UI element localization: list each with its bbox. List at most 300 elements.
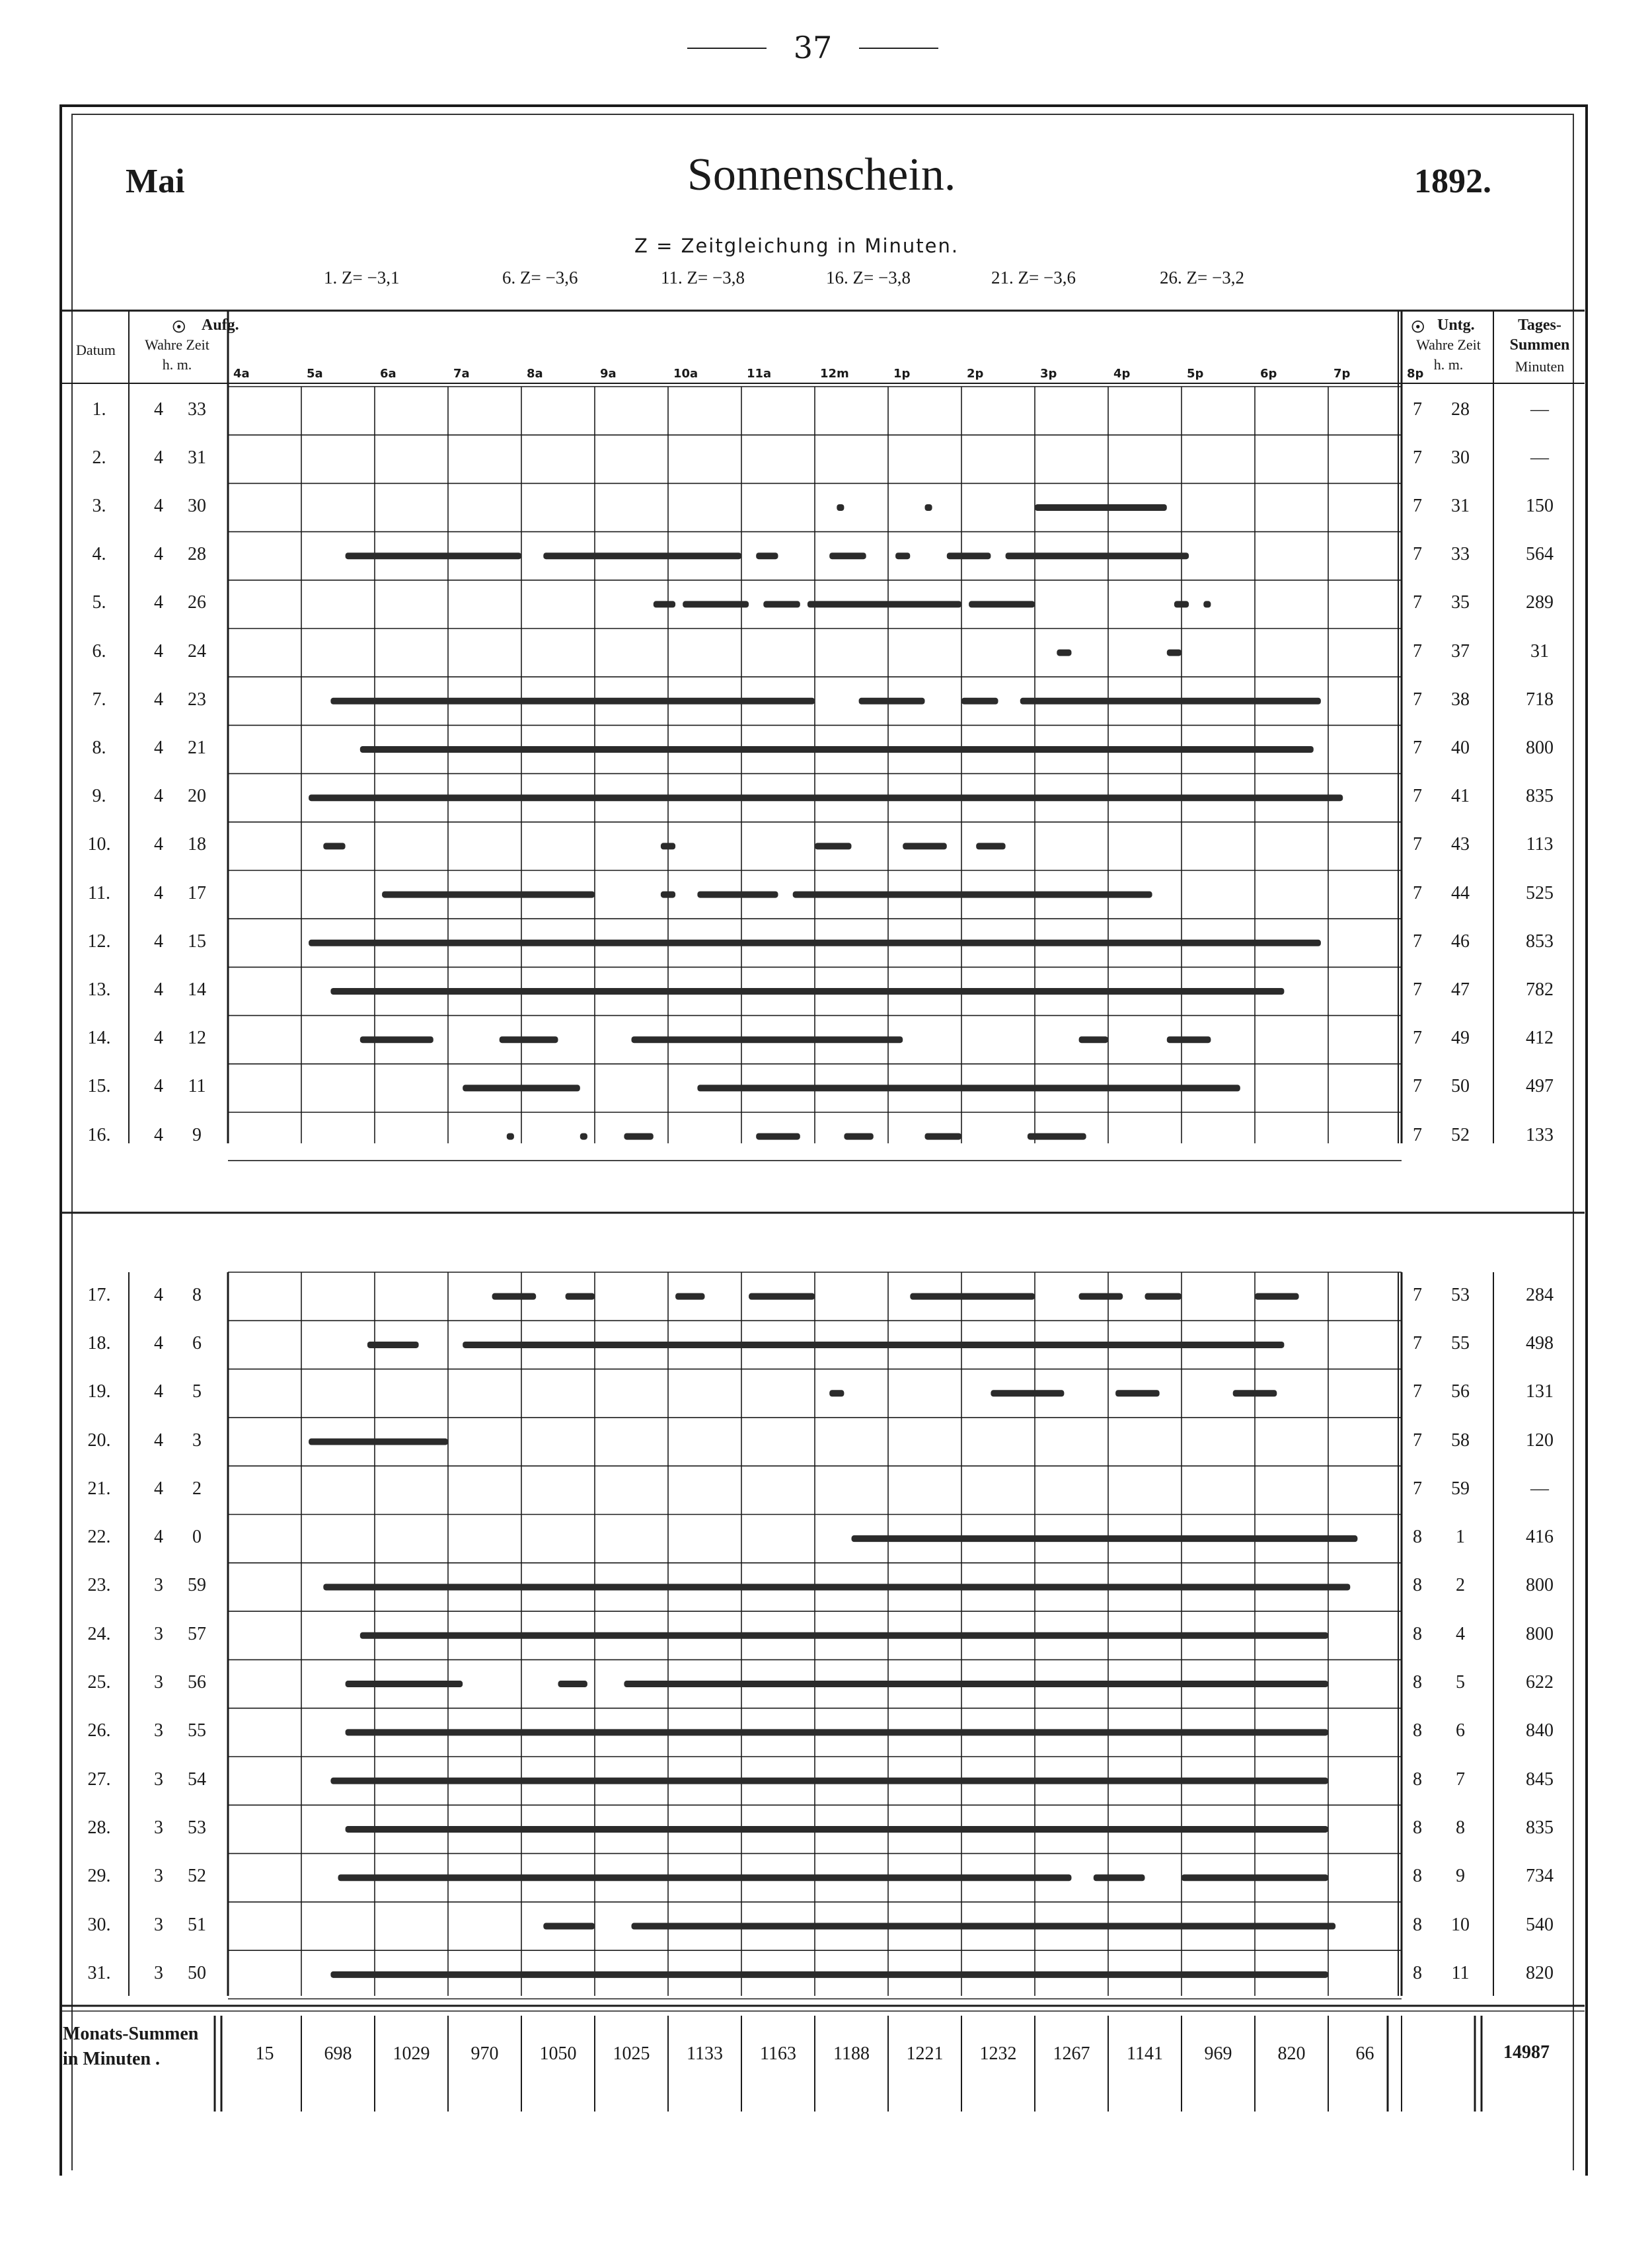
daily-total: 734 bbox=[1526, 1866, 1554, 1887]
day-number: 14. bbox=[87, 1028, 111, 1049]
sunshine-trace bbox=[654, 601, 675, 607]
sunshine-trace bbox=[309, 1439, 448, 1445]
daily-total: 133 bbox=[1526, 1124, 1554, 1145]
sunshine-trace bbox=[859, 698, 925, 705]
sunrise-minute: 12 bbox=[188, 1028, 206, 1049]
aufgang-header: Aufg. bbox=[202, 317, 239, 334]
daily-total: — bbox=[1530, 447, 1549, 468]
monthly-sum-value: 1050 bbox=[539, 2043, 577, 2064]
sunrise-hour: 4 bbox=[154, 931, 163, 952]
sunrise-hour: 4 bbox=[154, 786, 163, 807]
sunshine-trace bbox=[1167, 650, 1182, 656]
sunset-hour: 7 bbox=[1413, 1284, 1422, 1305]
daily-total: 782 bbox=[1526, 979, 1554, 1000]
sunshine-trace bbox=[903, 843, 947, 849]
sunrise-minute: 15 bbox=[188, 931, 206, 952]
hour-label: 8p bbox=[1407, 367, 1424, 381]
sunshine-trace bbox=[492, 1293, 537, 1300]
sunset-hour: 8 bbox=[1413, 1672, 1422, 1693]
daily-total: 131 bbox=[1526, 1381, 1554, 1402]
sunrise-minute: 23 bbox=[188, 689, 206, 710]
sunshine-trace bbox=[346, 1681, 463, 1687]
sunshine-trace bbox=[1094, 1874, 1145, 1881]
sunshine-trace bbox=[543, 1923, 595, 1930]
sunset-hour: 7 bbox=[1413, 1381, 1422, 1402]
sunshine-trace bbox=[330, 698, 815, 705]
sunset-hour: 7 bbox=[1413, 979, 1422, 1000]
tagessummen-unit: Minuten bbox=[1515, 358, 1565, 375]
daily-total: 820 bbox=[1526, 1962, 1554, 1983]
sunshine-trace bbox=[309, 940, 1321, 946]
sunset-minute: 55 bbox=[1451, 1332, 1470, 1353]
sunset-hour: 7 bbox=[1413, 447, 1422, 468]
sunshine-trace bbox=[697, 1085, 1240, 1091]
sunshine-trace bbox=[580, 1133, 587, 1140]
sunshine-trace bbox=[1028, 1133, 1086, 1140]
sunrise-minute: 3 bbox=[192, 1429, 202, 1451]
sunrise-minute: 31 bbox=[188, 447, 206, 468]
sunset-minute: 50 bbox=[1451, 1076, 1470, 1097]
sunshine-trace bbox=[815, 843, 852, 849]
sunshine-trace bbox=[661, 892, 675, 898]
sunset-minute: 35 bbox=[1451, 592, 1470, 613]
untergang-subheader: Wahre Zeit bbox=[1416, 336, 1481, 353]
sunrise-hour: 3 bbox=[154, 1914, 163, 1935]
daily-total: 845 bbox=[1526, 1769, 1554, 1790]
sunrise-hour: 4 bbox=[154, 738, 163, 758]
monthly-sum-value: 15 bbox=[255, 2043, 274, 2064]
sunrise-minute: 21 bbox=[188, 738, 206, 758]
sunshine-trace bbox=[382, 892, 595, 898]
sunrise-minute: 9 bbox=[192, 1124, 202, 1145]
sunrise-hour: 4 bbox=[154, 1381, 163, 1402]
sunset-hour: 7 bbox=[1413, 882, 1422, 903]
monthly-sum-value: 1232 bbox=[979, 2043, 1017, 2064]
sunset-minute: 46 bbox=[1451, 931, 1470, 952]
sunset-hour: 7 bbox=[1413, 544, 1422, 565]
day-number: 7. bbox=[92, 689, 106, 710]
sunshine-trace bbox=[976, 843, 1005, 849]
sunshine-trace bbox=[330, 1778, 1328, 1784]
sunset-hour: 7 bbox=[1413, 738, 1422, 758]
sunrise-hour: 4 bbox=[154, 447, 163, 468]
daily-total: 150 bbox=[1526, 496, 1554, 516]
sunshine-trace bbox=[323, 1583, 1350, 1590]
day-number: 1. bbox=[92, 399, 106, 420]
sunrise-minute: 14 bbox=[188, 979, 206, 1000]
sunshine-trace bbox=[829, 1390, 844, 1396]
sunrise-minute: 6 bbox=[192, 1332, 202, 1353]
day-number: 15. bbox=[87, 1076, 111, 1097]
sunset-minute: 7 bbox=[1456, 1769, 1465, 1790]
sunset-minute: 43 bbox=[1451, 834, 1470, 855]
sunrise-minute: 51 bbox=[188, 1914, 206, 1935]
sunset-hour: 7 bbox=[1413, 1028, 1422, 1049]
day-number: 22. bbox=[87, 1527, 111, 1548]
sunshine-trace bbox=[844, 1133, 873, 1140]
sunset-hour: 7 bbox=[1413, 496, 1422, 516]
sunset-hour: 8 bbox=[1413, 1575, 1422, 1596]
hour-label: 5a bbox=[307, 367, 323, 381]
sunset-minute: 28 bbox=[1451, 399, 1470, 420]
sunshine-trace bbox=[675, 1293, 704, 1300]
day-number: 18. bbox=[87, 1332, 111, 1353]
daily-total: 800 bbox=[1526, 1623, 1554, 1644]
sunrise-hour: 4 bbox=[154, 544, 163, 565]
monthly-sum-value: 1141 bbox=[1127, 2043, 1163, 2064]
sunshine-trace bbox=[961, 698, 998, 705]
day-number: 21. bbox=[87, 1478, 111, 1499]
day-number: 20. bbox=[87, 1429, 111, 1451]
sunrise-hour: 4 bbox=[154, 1028, 163, 1049]
sunset-hour: 7 bbox=[1413, 1332, 1422, 1353]
monthly-grand-total: 14987 bbox=[1503, 2042, 1550, 2063]
monthly-sum-value: 820 bbox=[1277, 2043, 1306, 2064]
sunset-hour: 7 bbox=[1413, 786, 1422, 807]
sunshine-trace bbox=[697, 892, 778, 898]
sunset-minute: 59 bbox=[1451, 1478, 1470, 1499]
sunshine-trace bbox=[624, 1133, 653, 1140]
sunrise-hour: 4 bbox=[154, 399, 163, 420]
sunshine-trace bbox=[346, 552, 521, 559]
tagessummen-header: Tages- bbox=[1518, 317, 1561, 334]
hour-label: 9a bbox=[600, 367, 617, 381]
sunshine-trace bbox=[1255, 1293, 1299, 1300]
sunrise-hour: 3 bbox=[154, 1672, 163, 1693]
sunshine-trace bbox=[969, 601, 1035, 607]
sunrise-hour: 4 bbox=[154, 1527, 163, 1548]
daily-total: 540 bbox=[1526, 1914, 1554, 1935]
sunset-minute: 53 bbox=[1451, 1284, 1470, 1305]
day-number: 25. bbox=[87, 1672, 111, 1693]
daily-total: 284 bbox=[1526, 1284, 1554, 1305]
hour-label: 11a bbox=[747, 367, 772, 381]
daily-total: 835 bbox=[1526, 786, 1554, 807]
sunrise-hour: 4 bbox=[154, 1332, 163, 1353]
sunshine-trace bbox=[756, 552, 778, 559]
sunshine-trace bbox=[1006, 552, 1189, 559]
sunshine-trace bbox=[1079, 1036, 1108, 1043]
sunrise-hour: 4 bbox=[154, 882, 163, 903]
sunshine-trace bbox=[463, 1342, 1284, 1348]
sunset-hour: 7 bbox=[1413, 931, 1422, 952]
sunrise-minute: 24 bbox=[188, 640, 206, 662]
sunshine-trace bbox=[947, 552, 991, 559]
day-number: 11. bbox=[88, 882, 110, 903]
sunshine-trace bbox=[1145, 1293, 1182, 1300]
daily-total: 31 bbox=[1530, 640, 1549, 662]
day-number: 8. bbox=[92, 738, 106, 758]
year-label: 1892. bbox=[1414, 163, 1491, 200]
sunshine-trace bbox=[1020, 698, 1321, 705]
sunshine-trace bbox=[566, 1293, 595, 1300]
equation-of-time-value: 11. Z= −3,8 bbox=[661, 268, 745, 287]
sunset-minute: 1 bbox=[1456, 1527, 1465, 1548]
sunshine-trace bbox=[683, 601, 749, 607]
sunrise-minute: 5 bbox=[192, 1381, 202, 1402]
day-number: 4. bbox=[92, 544, 106, 565]
monthly-sum-value: 970 bbox=[470, 2043, 499, 2064]
sunrise-minute: 54 bbox=[188, 1769, 206, 1790]
hour-label: 8a bbox=[527, 367, 543, 381]
daily-total: 120 bbox=[1526, 1429, 1554, 1451]
sunshine-trace bbox=[330, 1971, 1328, 1978]
sunshine-trace bbox=[1115, 1390, 1160, 1396]
sunshine-trace bbox=[793, 892, 1152, 898]
equation-of-time-label: Z = Zeitgleichung in Minuten. bbox=[634, 235, 959, 257]
sunshine-trace bbox=[346, 1826, 1328, 1833]
daily-total: 835 bbox=[1526, 1817, 1554, 1838]
monthly-sum-value: 1133 bbox=[687, 2043, 723, 2064]
sunshine-trace bbox=[1079, 1293, 1123, 1300]
sunset-hour: 7 bbox=[1413, 1076, 1422, 1097]
sunset-hour: 8 bbox=[1413, 1962, 1422, 1983]
hour-label: 6a bbox=[380, 367, 396, 381]
sunrise-hour: 3 bbox=[154, 1866, 163, 1887]
sunrise-minute: 28 bbox=[188, 544, 206, 565]
sunshine-trace bbox=[1035, 504, 1167, 511]
sunshine-trace bbox=[895, 552, 910, 559]
sunset-minute: 33 bbox=[1451, 544, 1470, 565]
hour-label: 7p bbox=[1333, 367, 1351, 381]
sunshine-trace bbox=[1182, 1874, 1328, 1881]
sunrise-minute: 30 bbox=[188, 496, 206, 516]
sunset-minute: 37 bbox=[1451, 640, 1470, 662]
day-number: 2. bbox=[92, 447, 106, 468]
day-number: 9. bbox=[92, 786, 106, 807]
sunrise-hour: 4 bbox=[154, 592, 163, 613]
sunrise-minute: 18 bbox=[188, 834, 206, 855]
tagessummen-header-2: Summen bbox=[1509, 336, 1570, 354]
sunset-minute: 30 bbox=[1451, 447, 1470, 468]
monthly-sum-value: 698 bbox=[324, 2043, 352, 2064]
monthly-sum-label-2: in Minuten . bbox=[63, 2049, 161, 2069]
sunset-hour: 7 bbox=[1413, 399, 1422, 420]
daily-total: 853 bbox=[1526, 931, 1554, 952]
daily-total: 800 bbox=[1526, 1575, 1554, 1596]
datum-header: Datum bbox=[76, 342, 116, 358]
sunrise-hour: 4 bbox=[154, 979, 163, 1000]
sunset-hour: 7 bbox=[1413, 592, 1422, 613]
sunrise-hour: 4 bbox=[154, 640, 163, 662]
sunshine-trace bbox=[360, 1632, 1328, 1639]
sunshine-trace bbox=[338, 1874, 1072, 1881]
sun-symbol-icon: ☉ bbox=[172, 317, 186, 336]
sunset-minute: 47 bbox=[1451, 979, 1470, 1000]
sunrise-hour: 3 bbox=[154, 1575, 163, 1596]
day-number: 12. bbox=[87, 931, 111, 952]
day-number: 13. bbox=[87, 979, 111, 1000]
sunset-hour: 8 bbox=[1413, 1527, 1422, 1548]
sunset-minute: 44 bbox=[1451, 882, 1470, 903]
sunset-minute: 4 bbox=[1456, 1623, 1465, 1644]
hour-label: 4a bbox=[233, 367, 250, 381]
monthly-sum-value: 1029 bbox=[393, 2043, 430, 2064]
daily-total: 416 bbox=[1526, 1527, 1554, 1548]
sunshine-trace bbox=[829, 552, 866, 559]
sunrise-minute: 26 bbox=[188, 592, 206, 613]
aufgang-hm-header: h. m. bbox=[162, 356, 192, 373]
equation-of-time-value: 6. Z= −3,6 bbox=[502, 268, 578, 287]
sunshine-trace bbox=[309, 794, 1343, 801]
sunshine-trace bbox=[323, 843, 345, 849]
sunshine-trace bbox=[463, 1085, 580, 1091]
sunrise-hour: 4 bbox=[154, 1284, 163, 1305]
sunshine-trace bbox=[749, 1293, 815, 1300]
sunset-minute: 11 bbox=[1451, 1962, 1470, 1983]
day-number: 31. bbox=[87, 1962, 111, 1983]
day-number: 24. bbox=[87, 1623, 111, 1644]
sunrise-minute: 33 bbox=[188, 399, 206, 420]
sunset-minute: 6 bbox=[1456, 1720, 1465, 1741]
sunshine-trace bbox=[763, 601, 800, 607]
hour-label: 6p bbox=[1260, 367, 1277, 381]
equation-of-time-value: 16. Z= −3,8 bbox=[826, 268, 911, 287]
sunrise-hour: 3 bbox=[154, 1720, 163, 1741]
sunset-minute: 10 bbox=[1451, 1914, 1470, 1935]
sunshine-trace bbox=[1057, 650, 1071, 656]
sunrise-hour: 4 bbox=[154, 689, 163, 710]
day-number: 10. bbox=[87, 834, 111, 855]
monthly-sum-value: 1267 bbox=[1053, 2043, 1090, 2064]
sunshine-trace bbox=[910, 1293, 1035, 1300]
sunrise-hour: 4 bbox=[154, 496, 163, 516]
sunrise-hour: 3 bbox=[154, 1623, 163, 1644]
sunset-hour: 7 bbox=[1413, 1429, 1422, 1451]
sunshine-trace bbox=[756, 1133, 800, 1140]
untergang-hm-header: h. m. bbox=[1433, 356, 1464, 373]
sunshine-trace bbox=[360, 746, 1314, 753]
sunset-minute: 38 bbox=[1451, 689, 1470, 710]
sunset-hour: 7 bbox=[1413, 689, 1422, 710]
sunrise-minute: 50 bbox=[188, 1962, 206, 1983]
day-number: 30. bbox=[87, 1914, 111, 1935]
aufgang-subheader: Wahre Zeit bbox=[145, 336, 209, 353]
sunrise-hour: 3 bbox=[154, 1962, 163, 1983]
sunshine-trace bbox=[1167, 1036, 1211, 1043]
monthly-sum-label: Monats-Summen bbox=[63, 2024, 199, 2044]
untergang-header: Untg. bbox=[1437, 317, 1475, 334]
sunshine-trace bbox=[837, 504, 844, 511]
sun-symbol-icon: ☉ bbox=[1411, 317, 1425, 336]
sunshine-trace bbox=[632, 1923, 1336, 1930]
sunrise-minute: 11 bbox=[188, 1076, 206, 1097]
sunrise-minute: 17 bbox=[188, 882, 206, 903]
sunshine-trace bbox=[991, 1390, 1064, 1396]
daily-total: 525 bbox=[1526, 882, 1554, 903]
day-number: 19. bbox=[87, 1381, 111, 1402]
monthly-sum-value: 969 bbox=[1204, 2043, 1232, 2064]
day-number: 28. bbox=[87, 1817, 111, 1838]
sunshine-trace bbox=[507, 1133, 514, 1140]
day-number: 26. bbox=[87, 1720, 111, 1741]
sunset-hour: 8 bbox=[1413, 1623, 1422, 1644]
monthly-sum-value: 1221 bbox=[906, 2043, 944, 2064]
sunset-minute: 5 bbox=[1456, 1672, 1465, 1693]
daily-total: 800 bbox=[1526, 738, 1554, 758]
sunset-minute: 8 bbox=[1456, 1817, 1465, 1838]
sunrise-minute: 8 bbox=[192, 1284, 202, 1305]
sunset-hour: 7 bbox=[1413, 834, 1422, 855]
sunset-minute: 9 bbox=[1456, 1866, 1465, 1887]
sunrise-hour: 4 bbox=[154, 1478, 163, 1499]
sunshine-trace bbox=[543, 552, 741, 559]
hour-label: 4p bbox=[1113, 367, 1131, 381]
sunset-minute: 58 bbox=[1451, 1429, 1470, 1451]
daily-total: — bbox=[1530, 399, 1549, 420]
sunshine-trace bbox=[558, 1681, 587, 1687]
day-number: 27. bbox=[87, 1769, 111, 1790]
sunset-hour: 7 bbox=[1413, 1124, 1422, 1145]
sunrise-hour: 4 bbox=[154, 1124, 163, 1145]
sunrise-hour: 4 bbox=[154, 1076, 163, 1097]
monthly-sum-value: 1025 bbox=[613, 2043, 650, 2064]
sunset-minute: 49 bbox=[1451, 1028, 1470, 1049]
sunset-hour: 7 bbox=[1413, 1478, 1422, 1499]
sunshine-trace bbox=[807, 601, 961, 607]
hour-label: 10a bbox=[673, 367, 698, 381]
sunshine-trace bbox=[500, 1036, 558, 1043]
sunshine-trace bbox=[632, 1036, 903, 1043]
sunshine-trace bbox=[1233, 1390, 1277, 1396]
daily-total: 622 bbox=[1526, 1672, 1554, 1693]
day-number: 6. bbox=[92, 640, 106, 662]
hour-label: 3p bbox=[1040, 367, 1057, 381]
sunset-hour: 8 bbox=[1413, 1720, 1422, 1741]
sunrise-minute: 59 bbox=[188, 1575, 206, 1596]
sunset-hour: 8 bbox=[1413, 1914, 1422, 1935]
sunset-minute: 2 bbox=[1456, 1575, 1465, 1596]
sunset-hour: 8 bbox=[1413, 1817, 1422, 1838]
day-number: 29. bbox=[87, 1866, 111, 1887]
monthly-sum-value: 1163 bbox=[760, 2043, 796, 2064]
equation-of-time-value: 26. Z= −3,2 bbox=[1160, 268, 1244, 287]
sunshine-trace bbox=[624, 1681, 1328, 1687]
month-label: Mai bbox=[126, 163, 185, 200]
hour-label: 12m bbox=[820, 367, 849, 381]
sunset-minute: 56 bbox=[1451, 1381, 1470, 1402]
sunrise-hour: 3 bbox=[154, 1817, 163, 1838]
sunset-minute: 52 bbox=[1451, 1124, 1470, 1145]
day-number: 3. bbox=[92, 496, 106, 516]
sunshine-trace bbox=[330, 988, 1284, 995]
sunrise-minute: 2 bbox=[192, 1478, 202, 1499]
daily-total: — bbox=[1530, 1478, 1549, 1499]
page-title: Sonnenschein. bbox=[687, 149, 956, 200]
sunshine-trace bbox=[925, 1133, 962, 1140]
sunshine-trace bbox=[925, 504, 932, 511]
daily-total: 289 bbox=[1526, 592, 1554, 613]
equation-of-time-value: 1. Z= −3,1 bbox=[324, 268, 400, 287]
sunset-minute: 41 bbox=[1451, 786, 1470, 807]
daily-total: 497 bbox=[1526, 1076, 1554, 1097]
sunrise-hour: 4 bbox=[154, 1429, 163, 1451]
daily-total: 564 bbox=[1526, 544, 1554, 565]
sunrise-minute: 53 bbox=[188, 1817, 206, 1838]
hour-label: 7a bbox=[453, 367, 470, 381]
sunrise-minute: 52 bbox=[188, 1866, 206, 1887]
sunrise-minute: 57 bbox=[188, 1623, 206, 1644]
daily-total: 412 bbox=[1526, 1028, 1554, 1049]
sunshine-trace bbox=[367, 1342, 419, 1348]
sunrise-minute: 56 bbox=[188, 1672, 206, 1693]
day-number: 17. bbox=[87, 1284, 111, 1305]
sunshine-trace bbox=[661, 843, 675, 849]
sunset-hour: 8 bbox=[1413, 1866, 1422, 1887]
hour-label: 1p bbox=[893, 367, 911, 381]
sunrise-minute: 20 bbox=[188, 786, 206, 807]
equation-of-time-value: 21. Z= −3,6 bbox=[991, 268, 1076, 287]
